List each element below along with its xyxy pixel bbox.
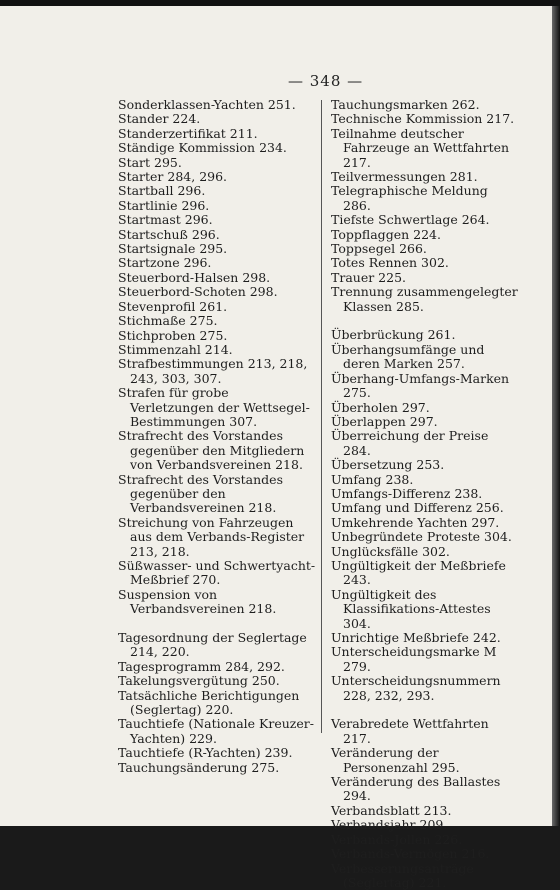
index-entry: Verabredete Wettfahrten 217. xyxy=(331,717,518,746)
page-number: — 348 — xyxy=(288,72,363,90)
index-entry: Strafrecht des Vorstandes gegenüber den Verbandsvereinen 218. xyxy=(118,473,316,516)
index-entry: Start 295. xyxy=(118,156,316,170)
index-entry: Verbands-Jollen 226. xyxy=(331,833,518,847)
index-entry: Steuerbord-Schoten 298. xyxy=(118,285,316,299)
index-entry: Ungültigkeit des Klassifikations-Attestes 304. xyxy=(331,588,518,631)
index-entry: Unterscheidungsnummern 228, 232, 293. xyxy=(331,674,518,703)
index-entry: Toppsegel 266. xyxy=(331,242,518,256)
index-entry: Startschuß 296. xyxy=(118,228,316,242)
index-entry: Strafbestimmungen 213, 218, 243, 303, 307. xyxy=(118,357,316,386)
index-entry: Stimmenzahl 214. xyxy=(118,343,316,357)
index-entry: Tagesprogramm 284, 292. xyxy=(118,660,316,674)
index-entry: Startlinie 296. xyxy=(118,199,316,213)
index-entry: Unterscheidungsmarke M 279. xyxy=(331,645,518,674)
index-entry: Tauchungsmarken 262. xyxy=(331,98,518,112)
index-entry: Verbesserungsanträge (Seglertag) 221. xyxy=(331,862,518,890)
index-entry: Standerzertifikat 211. xyxy=(118,127,316,141)
index-entry: Strafrecht des Vorstandes gegenüber den Mitgliedern von Verbandsvereinen 218. xyxy=(118,429,316,472)
index-entry: Tagesordnung der Seglertage 214, 220. xyxy=(118,631,316,660)
index-entry: Umfang und Differenz 256. xyxy=(331,501,518,515)
index-entry: Stander 224. xyxy=(118,112,316,126)
index-entry: Steuerbord-Halsen 298. xyxy=(118,271,316,285)
index-entry: Umfangs-Differenz 238. xyxy=(331,487,518,501)
index-entry: Veränderung des Ballastes 294. xyxy=(331,775,518,804)
index-entry: Suspension von Verbandsvereinen 218. xyxy=(118,588,316,617)
index-entry: Technische Kommission 217. xyxy=(331,112,518,126)
index-entry: Trauer 225. xyxy=(331,271,518,285)
index-entry: Teilvermessungen 281. xyxy=(331,170,518,184)
index-entry: Strafen für grobe Verletzungen der Wettsegel-Bestimmungen 307. xyxy=(118,386,316,429)
index-entry: Veränderung der Personenzahl 295. xyxy=(331,746,518,775)
scan-border-top xyxy=(0,0,560,6)
index-entry: Überholen 297. xyxy=(331,401,518,415)
index-entry: Stichmaße 275. xyxy=(118,314,316,328)
index-entry: Überreichung der Preise 284. xyxy=(331,429,518,458)
index-entry: Tatsächliche Berichtigungen (Seglertag) 220. xyxy=(118,689,316,718)
index-entry: Tauchtiefe (Nationale Kreuzer-Yachten) 229. xyxy=(118,717,316,746)
index-entry: Überlappen 297. xyxy=(331,415,518,429)
index-entry: Ständige Kommission 234. xyxy=(118,141,316,155)
index-entry: Verbandsjahr 209. xyxy=(331,818,518,832)
section-gap xyxy=(118,617,316,631)
index-entry: Ungültigkeit der Meßbriefe 243. xyxy=(331,559,518,588)
index-entry: Takelungsvergütung 250. xyxy=(118,674,316,688)
index-entry: Tiefste Schwertlage 264. xyxy=(331,213,518,227)
index-entry: Übersetzung 253. xyxy=(331,458,518,472)
index-entry: Toppflaggen 224. xyxy=(331,228,518,242)
index-entry: Telegraphische Meldung 286. xyxy=(331,184,518,213)
index-entry: Stevenprofil 261. xyxy=(118,300,316,314)
index-entry: Teilnahme deutscher Fahrzeuge an Wettfahrten 217. xyxy=(331,127,518,170)
index-entry: Tauchungsänderung 275. xyxy=(118,761,316,775)
index-entry: Überhang-Umfangs-Marken 275. xyxy=(331,372,518,401)
index-entry: Unbegründete Proteste 304. xyxy=(331,530,518,544)
index-entry: Startmast 296. xyxy=(118,213,316,227)
column-divider xyxy=(321,100,322,733)
index-entry: Starter 284, 296. xyxy=(118,170,316,184)
index-entry: Umfang 238. xyxy=(331,473,518,487)
index-entry: Tauchtiefe (R-Yachten) 239. xyxy=(118,746,316,760)
index-entry: Unglücksfälle 302. xyxy=(331,545,518,559)
index-entry: Startball 296. xyxy=(118,184,316,198)
index-entry: Umkehrende Yachten 297. xyxy=(331,516,518,530)
index-entry: Streichung von Fahrzeugen aus dem Verbands-Register 213, 218. xyxy=(118,516,316,559)
index-entry: Stichproben 275. xyxy=(118,329,316,343)
index-entry: Trennung zusammengelegter Klassen 285. xyxy=(331,285,518,314)
index-entry: Überhangsumfänge und deren Marken 257. xyxy=(331,343,518,372)
index-entry: Startzone 296. xyxy=(118,256,316,270)
index-entry: Unrichtige Meßbriefe 242. xyxy=(331,631,518,645)
index-column-left xyxy=(118,98,316,775)
index-column-right xyxy=(331,98,518,890)
index-entry: Verbands-Vermögen 216. xyxy=(331,847,518,861)
page-edge-shadow xyxy=(552,0,560,826)
section-gap xyxy=(331,703,518,717)
index-entry: Startsignale 295. xyxy=(118,242,316,256)
index-entry: Überbrückung 261. xyxy=(331,328,518,342)
index-entry: Süßwasser- und Schwertyacht-Meßbrief 270. xyxy=(118,559,316,588)
index-entry: Verbandsblatt 213. xyxy=(331,804,518,818)
index-entry: Sonderklassen-Yachten 251. xyxy=(118,98,316,112)
index-entry: Totes Rennen 302. xyxy=(331,256,518,270)
